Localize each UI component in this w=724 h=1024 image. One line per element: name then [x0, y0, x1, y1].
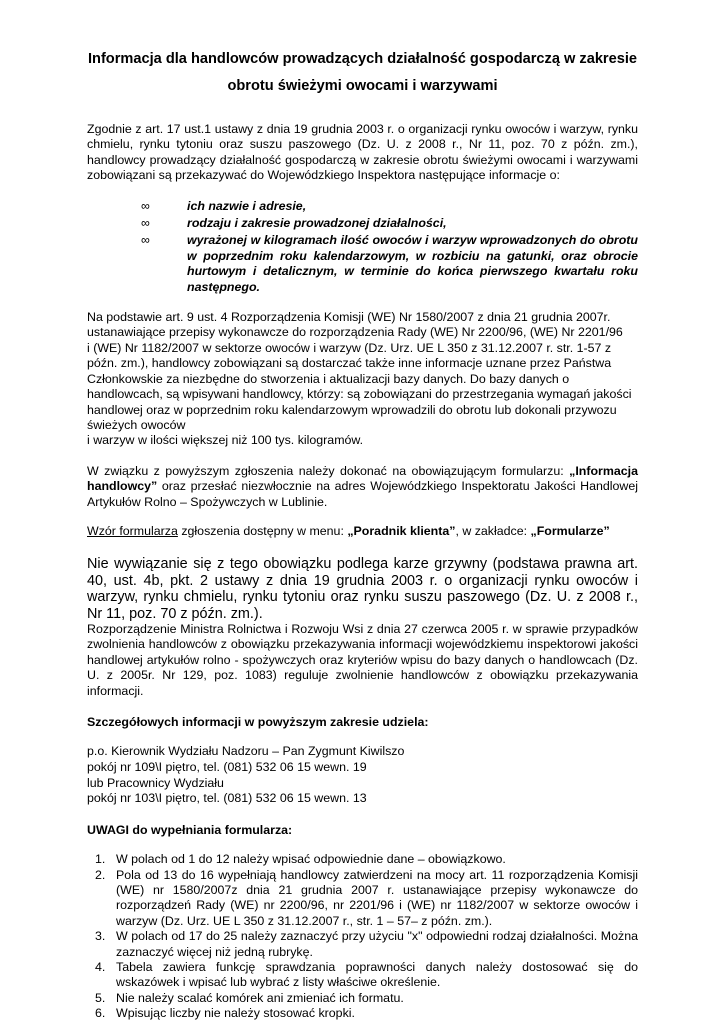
list-item [87, 868, 638, 930]
bullet-text: rodzaju i zakresie prowadzonej działalności, [187, 216, 447, 231]
contact-line: lub Pracownicy Wydziału [87, 775, 224, 790]
note-text: W polach od 17 do 25 należy zaznaczyć przy użyciu "x" odpowiedni rodzaj działalności. Można zaznaczyć więcej niż jedną rubrykę. [116, 929, 638, 959]
regulation-line-4: i warzyw w ilości większej niż 100 tys. kilogramów. [87, 433, 364, 448]
exemption-paragraph: Rozporządzenie Ministra Rolnictwa i Rozwoju Wsi z dnia 27 czerwca 2005 r. w sprawie przypadków zwolnienia handlowców z obowiązku przekazywania informacji wojewódzkiemu inspektorowi jakości handlowej artykułów rolno - spożywczych oraz kryteriów wpisu do bazy danych o handlowcach (Dz. U. z 2005r. Nr 129, poz. 1083) reguluje zwolnienie handlowców z obowiązku przekazywania informacji. [87, 621, 638, 698]
contact-line: pokój nr 103\I piętro, tel. (081) 532 06 15 wewn. 13 [87, 791, 367, 806]
submission-text: W związku z powyższym zgłoszenia należy dokonać na obowiązującym formularzu: [87, 463, 570, 478]
page-title [87, 50, 638, 96]
contact-line: pokój nr 109\I piętro, tel. (081) 532 06 15 wewn. 19 [87, 760, 367, 774]
note-text: Pola od 13 do 16 wypełniają handlowcy zatwierdzeni na mocy art. 11 rozporządzenia Komisji (WE) nr 1580/2007z dnia 21 grudnia 2007 r. ustanawiające przepisy wykonawcze do rozporządzeń Rady (WE) nr 2200/96, nr 2201/96 i (WE) nr 1182/2007 w sektorze owoców i warzyw (Dz. Urz. UE L 350 z 31.12.2007 r., str. 1 – 57– z późn. zm.). [116, 867, 638, 928]
info-bullet-list [87, 199, 638, 295]
notes-heading: UWAGI do wypełniania formularza: [87, 822, 293, 837]
note-number: 1. [95, 852, 106, 867]
note-number: 4. [95, 960, 106, 975]
note-text: Wpisując liczby nie należy stosować kropki. [116, 1006, 355, 1021]
infinity-bullet-icon: ∞ [141, 216, 150, 231]
title-line-1: Informacja dla handlowców prowadzących działalność gospodarczą w zakresie [87, 51, 638, 67]
title-line-2: obrotu świeżymi owocami i warzywami [227, 78, 498, 94]
form-location-paragraph [87, 524, 638, 539]
form-template-link[interactable]: Wzór formularza [87, 523, 178, 538]
list-item [87, 199, 638, 214]
notes-list [87, 852, 638, 1021]
note-text: W polach od 1 do 12 należy wpisać odpowiednie dane – obowiązkowo. [116, 852, 506, 867]
regulation-line-3: i (WE) Nr 1182/2007 w sektorze owoców i warzyw (Dz. Urz. UE L 350 z 31.12.2007 r. str. 1-57 z późn. zm.), handlowcy zobowiązani są dostarczać także inne informacje uznane przez Państwa Członkowskie za niezbędne do stworzenia i aktualizacji bazy danych. Do bazy danych o handlowcach, są wpisywani handlowcy, którzy: są zobowiązani do przestrzegania wymagań jakości handlowej oraz w poprzednim roku kalendarzowym wprowadzili do obrotu lub dokonali przywozu świeżych owoców [87, 340, 632, 432]
note-number: 2. [95, 867, 106, 882]
list-item [87, 1006, 638, 1021]
penalty-paragraph: Nie wywiązanie się z tego obowiązku podlega karze grzywny (podstawa prawna art. 40, ust. 4b, pkt. 2 ustawy z dnia 19 grudnia 2003 r. o organizacji rynku owoców i warzyw, rynku chmielu, rynku tytoniu oraz rynku suszu paszowego (Dz. U. z 2008 r., Nr 11, poz. 70 z późn. zm.). [87, 556, 638, 622]
list-item [87, 233, 638, 295]
note-number: 6. [95, 1006, 106, 1021]
form-name: „Informacja handlowcy” [87, 463, 638, 494]
menu-name: „Poradnik klienta” [347, 523, 456, 538]
list-item [87, 852, 638, 867]
list-item [87, 216, 638, 231]
note-number: 5. [95, 990, 106, 1005]
list-item [87, 960, 638, 991]
infinity-bullet-icon: ∞ [141, 198, 150, 213]
submission-paragraph [87, 464, 638, 510]
regulation-paragraph [87, 310, 638, 449]
form-location-text-2: , w zakładce: [455, 523, 531, 538]
contact-block [87, 744, 638, 806]
bullet-text: wyrażonej w kilogramach ilość owoców i warzyw wprowadzonych do obrotu w poprzednim roku kalendarzowym, w rozbiciu na gatunki, oraz obrocie hurtowym i detalicznym, w terminie do końca pierwszego kwartału roku następnego. [187, 233, 638, 294]
intro-paragraph: Zgodnie z art. 17 ust.1 ustawy z dnia 19 grudnia 2003 r. o organizacji rynku owoców i warzyw, rynku chmielu, rynku tytoniu oraz suszu paszowego (Dz. U. z 2008 r., Nr 11, poz. 70 z późn. zm.), handlowcy prowadzący działalność gospodarczą w zakresie obrotu świeżymi owocami i warzywami zobowiązani są przekazywać do Wojewódzkiego Inspektora następujące informacje o: [87, 122, 638, 183]
list-item [87, 929, 638, 960]
regulation-line-1: Na podstawie art. 9 ust. 4 Rozporządzenia Komisji (WE) Nr 1580/2007 z dnia 21 grudnia 2007r. [87, 310, 611, 325]
regulation-line-2: ustanawiające przepisy wykonawcze do rozporządzenia Rady (WE) Nr 2200/96, (WE) Nr 2201/96 [87, 325, 623, 340]
list-item [87, 991, 638, 1006]
details-heading: Szczegółowych informacji w powyższym zakresie udziela: [87, 715, 429, 729]
bullet-text: ich nazwie i adresie, [187, 198, 307, 213]
submission-text-end: oraz przesłać niezwłocznie na adres Wojewódzkiego Inspektoratu Jakości Handlowej Artykułów Rolno – Spożywczych w Lublinie. [87, 479, 638, 509]
infinity-bullet-icon: ∞ [141, 233, 150, 248]
contact-line: p.o. Kierownik Wydziału Nadzoru – Pan Zygmunt Kiwilszo [87, 744, 405, 759]
tab-name: „Formularze” [530, 523, 610, 538]
note-text: Nie należy scalać komórek ani zmieniać ich formatu. [116, 990, 404, 1005]
note-text: Tabela zawiera funkcję sprawdzania poprawności danych należy dostosować się do wskazówek i wpisać lub wybrać z listy właściwe określenie. [116, 960, 638, 990]
note-number: 3. [95, 929, 106, 944]
form-location-text: zgłoszenia dostępny w menu: [177, 523, 348, 538]
